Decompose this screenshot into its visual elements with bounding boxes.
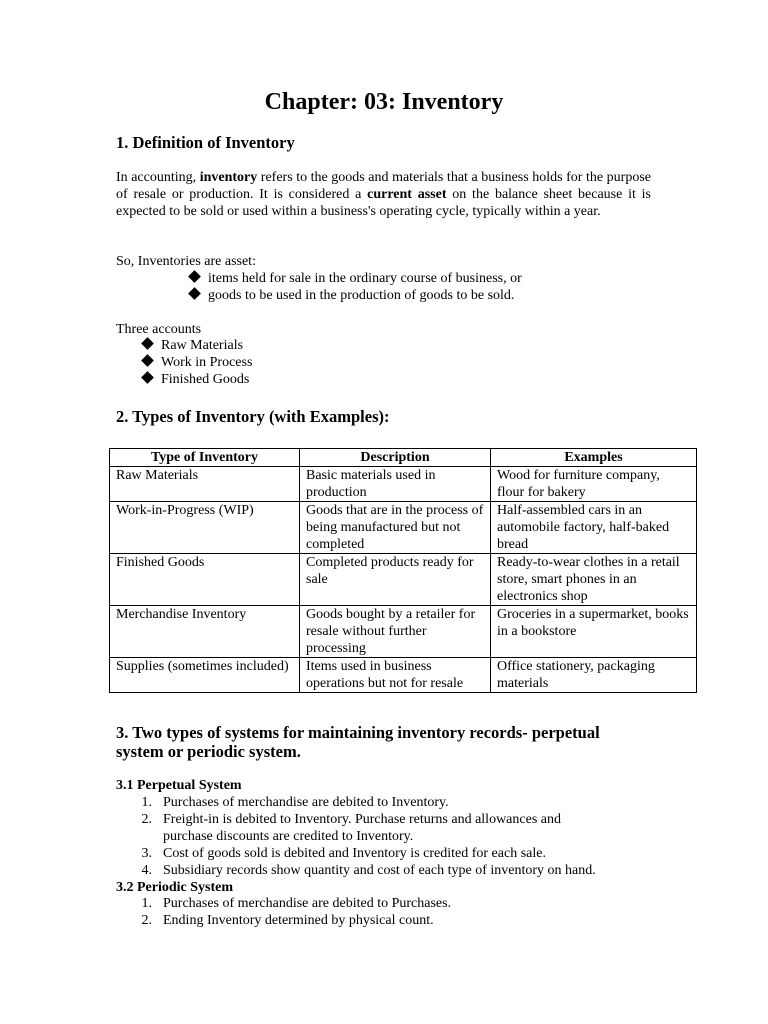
diamond-bullet-icon bbox=[141, 371, 154, 384]
list-item-text: Cost of goods sold is debited and Inventory is credited for each sale. bbox=[163, 846, 546, 861]
table-cell: Groceries in a supermarket, books in a bookstore bbox=[491, 606, 697, 658]
account-bullet-text: Finished Goods bbox=[161, 372, 250, 387]
list-item-text: Purchases of merchandise are debited to Inventory. bbox=[163, 795, 449, 810]
inventory-types-table bbox=[109, 448, 697, 693]
definition-text-1: In accounting, bbox=[116, 170, 200, 185]
three-accounts-label: Three accounts bbox=[116, 322, 202, 337]
definition-paragraph bbox=[116, 169, 651, 220]
asset-bullet bbox=[188, 287, 514, 304]
diamond-bullet-icon bbox=[141, 354, 154, 367]
page-title: Chapter: 03: Inventory bbox=[264, 89, 504, 115]
list-item bbox=[116, 862, 646, 879]
periodic-system-heading: 3.2 Periodic System bbox=[116, 880, 234, 895]
table-row bbox=[110, 502, 697, 554]
table-cell: Merchandise Inventory bbox=[110, 606, 300, 658]
list-item bbox=[116, 845, 646, 862]
section-3-heading-line-2: system or periodic system. bbox=[116, 742, 301, 761]
table-cell: Items used in business operations but not for resale bbox=[300, 658, 491, 693]
list-item-number: 1. bbox=[141, 896, 152, 911]
definition-text-2: refers to the goods and materials that a business holds for the purpose of resale or production. It is considered a bbox=[116, 170, 651, 202]
table-row bbox=[110, 554, 697, 606]
table-header-type: Type of Inventory bbox=[110, 449, 300, 467]
asset-bullet bbox=[188, 270, 522, 287]
table-cell: Ready-to-wear clothes in a retail store, smart phones in an electronics shop bbox=[491, 554, 697, 606]
table-row bbox=[110, 658, 697, 693]
definition-term-current-asset: current asset bbox=[367, 187, 447, 202]
list-item-number: 2. bbox=[141, 812, 152, 827]
list-item-number: 1. bbox=[141, 795, 152, 810]
account-bullet-text: Raw Materials bbox=[161, 338, 244, 353]
list-item-number: 2. bbox=[141, 913, 152, 928]
list-item-text: Subsidiary records show quantity and cost of each type of inventory on hand. bbox=[163, 863, 596, 878]
diamond-bullet-icon bbox=[188, 287, 201, 300]
asset-bullet-text: goods to be used in the production of goods to be sold. bbox=[208, 288, 515, 303]
table-cell: Raw Materials bbox=[110, 467, 300, 502]
so-inventories-line: So, Inventories are asset: bbox=[116, 254, 256, 269]
table-cell: Supplies (sometimes included) bbox=[110, 658, 300, 693]
account-bullet bbox=[141, 371, 249, 388]
asset-bullet-text: items held for sale in the ordinary course of business, or bbox=[208, 271, 522, 286]
list-item-number: 4. bbox=[141, 863, 152, 878]
list-item-text: Purchases of merchandise are debited to Purchases. bbox=[163, 896, 452, 911]
list-item-text: purchase discounts are credited to Inventory. bbox=[163, 829, 414, 844]
table-cell: Work-in-Progress (WIP) bbox=[110, 502, 300, 554]
list-item-continuation bbox=[116, 828, 646, 845]
table-row bbox=[110, 606, 697, 658]
table-cell: Finished Goods bbox=[110, 554, 300, 606]
list-item bbox=[116, 895, 646, 912]
definition-text-3: on the balance sheet because it is expected to be sold or used within a business's operating cycle, typically within a year. bbox=[116, 187, 651, 219]
table-cell: Goods bought by a retailer for resale without further processing bbox=[300, 606, 491, 658]
perpetual-system-heading: 3.1 Perpetual System bbox=[116, 778, 242, 793]
section-2-heading: 2. Types of Inventory (with Examples): bbox=[116, 407, 390, 426]
table-header-description: Description bbox=[300, 449, 491, 467]
account-bullet bbox=[141, 354, 252, 371]
table-cell: Half-assembled cars in an automobile factory, half-baked bread bbox=[491, 502, 697, 554]
table-cell: Basic materials used in production bbox=[300, 467, 491, 502]
account-bullet-text: Work in Process bbox=[161, 355, 253, 370]
list-item bbox=[116, 811, 646, 828]
table-cell: Wood for furniture company, flour for bakery bbox=[491, 467, 697, 502]
table-header-row bbox=[110, 449, 697, 467]
list-item-text: Ending Inventory determined by physical count. bbox=[163, 913, 434, 928]
table-row bbox=[110, 467, 697, 502]
table-cell: Completed products ready for sale bbox=[300, 554, 491, 606]
list-item bbox=[116, 794, 646, 811]
diamond-bullet-icon bbox=[141, 337, 154, 350]
section-1-heading: 1. Definition of Inventory bbox=[116, 133, 295, 152]
definition-term-inventory: inventory bbox=[199, 170, 258, 185]
list-item bbox=[116, 912, 646, 929]
account-bullet bbox=[141, 337, 243, 354]
section-3-heading-line-1: 3. Two types of systems for maintaining inventory records- perpetual bbox=[116, 723, 600, 742]
diamond-bullet-icon bbox=[188, 270, 201, 283]
table-header-examples: Examples bbox=[491, 449, 697, 467]
list-item-number: 3. bbox=[141, 846, 152, 861]
table-cell: Goods that are in the process of being manufactured but not completed bbox=[300, 502, 491, 554]
list-item-text: Freight-in is debited to Inventory. Purchase returns and allowances and bbox=[163, 812, 561, 827]
table-cell: Office stationery, packaging materials bbox=[491, 658, 697, 693]
